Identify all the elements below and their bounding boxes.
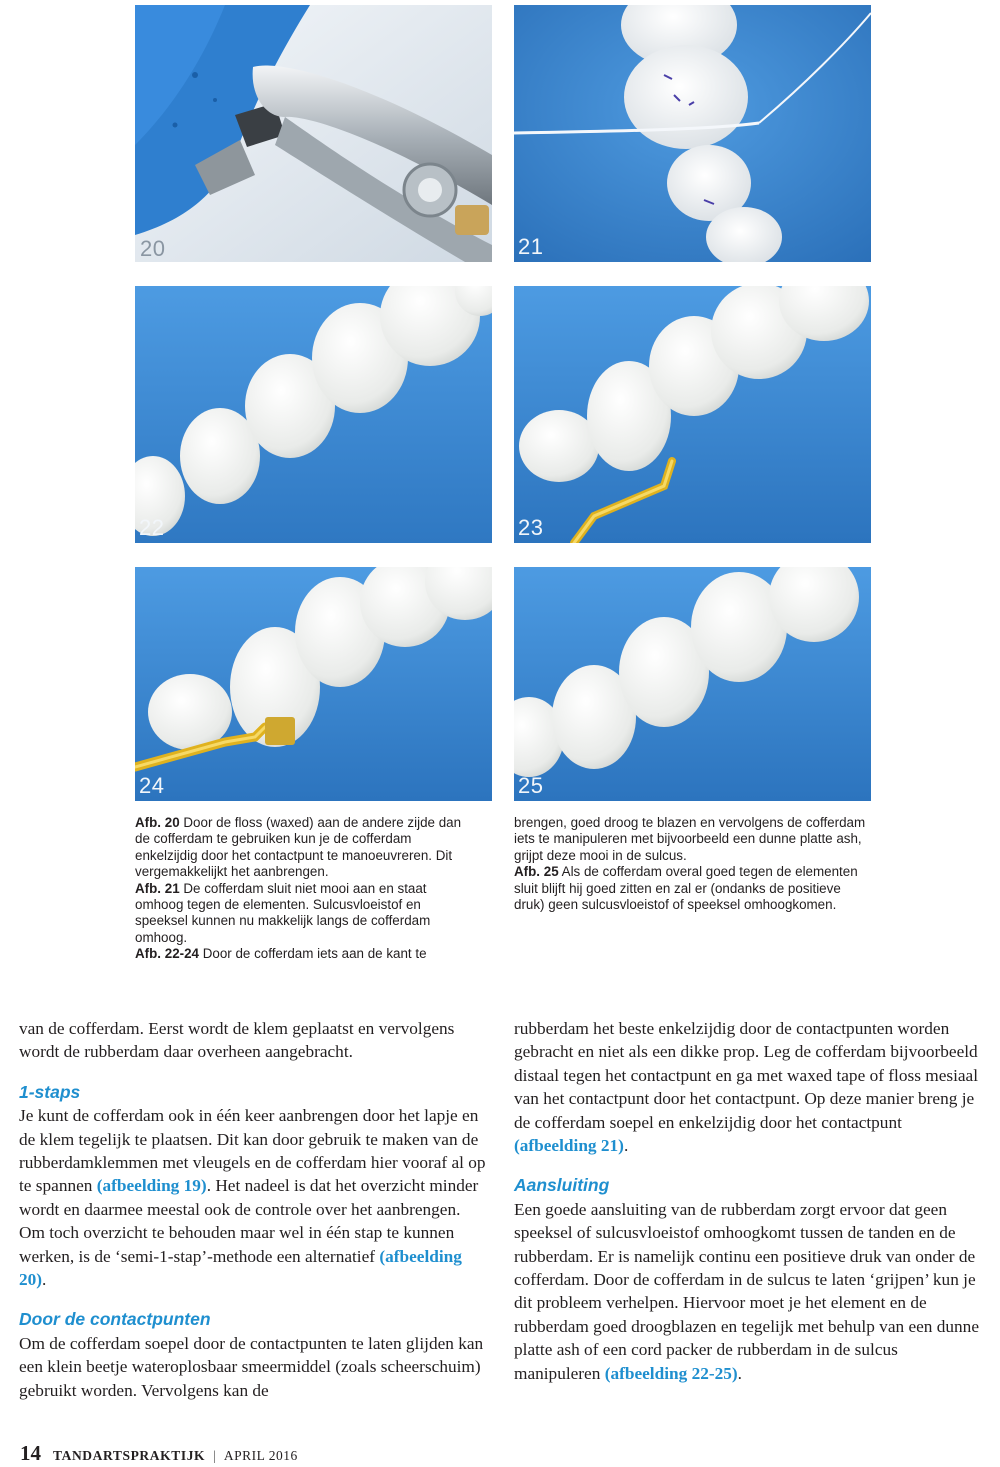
caption-afb-25: Afb. 25 Als de cofferdam overal goed tegen de elementen sluit blijft hij goed zitten en zal er (ondanks de positieve druk) geen sulcusvloeistof of speeksel omhoogkomen. — [514, 864, 858, 913]
issue-date: APRIL 2016 — [223, 1448, 298, 1463]
figure-ref-19[interactable]: (afbeelding 19) — [96, 1176, 207, 1196]
page-number: 14 — [20, 1441, 41, 1465]
page-footer — [20, 1441, 298, 1466]
paragraph-contactpunten-cont: rubberdam het beste enkelzijdig door de contactpunten worden gebracht en niet als een dikke prop. Leg de cofferdam bijvoorbeeld distaal tegen het contactpunt en ga met waxed tape of floss mesiaal van het contactpunt door het contactpunt. Op deze manier breng je de cofferdam soepel en enkelzijdig door het contactpunt (afbeelding 21). — [514, 1019, 979, 1156]
magazine-name: TANDARTSPRAKTIJK — [53, 1448, 206, 1463]
photo-25 — [514, 567, 871, 801]
heading-aansluiting: Aansluiting — [514, 1175, 610, 1196]
photo-22 — [135, 286, 492, 543]
paragraph-1-staps: Je kunt de cofferdam ook in één keer aanbrengen door het lapje en de klem tegelijk te plaatsen. Dit kan door gebruik te maken van de rubberdamklemmen met vleugels en de cofferdam hier vooraf al op te spannen (afbeelding 19). Het nadeel is dat het overzicht minder wordt en daarmee meestal ook de controle over het aanbrengen. Om toch overzicht te behouden maar wel in één stap te kunnen werken, is de ‘semi-1-stap’-methode een alternatief (afbeelding 20). — [19, 1106, 486, 1290]
clamp-forceps-photo — [135, 5, 492, 262]
paragraph-aansluiting: Een goede aansluiting van de rubberdam zorgt ervoor dat geen speeksel of sulcusvloeistof omhoogkomt tussen de tanden en de rubberdam. Er is namelijk continu een positieve druk van onder de cofferdam. Door de cofferdam in de sulcus te laten ‘grijpen’ kun je dit probleem verhelpen. Hiervoor moet je het element en de rubberdam goed droogblazen en tegelijk met behulp van een dunne platte ash of een cord packer de rubberdam in de sulcus manipuleren (afbeelding 22-25). — [514, 1199, 979, 1383]
teeth-gold-instrument-photo — [514, 286, 871, 543]
photo-number: 22 — [139, 515, 165, 540]
teeth-row-photo — [135, 286, 492, 543]
teeth-gold-instrument-photo — [135, 567, 492, 801]
figure-ref-20[interactable]: (afbeelding 20) — [19, 1246, 462, 1290]
caption-afb-20: Afb. 20 Door de floss (waxed) aan de andere zijde dan de cofferdam te gebruiken kun je de cofferdam enkelzijdig door het contactpunt te manoeuvreren. Dit vergemakkelijkt het aanbrengen. — [135, 815, 462, 880]
caption-right — [514, 815, 870, 913]
photo-24 — [135, 567, 492, 801]
photo-number: 25 — [518, 773, 544, 798]
photo-number: 21 — [518, 234, 544, 259]
caption-left — [135, 815, 475, 963]
photo-number: 24 — [139, 773, 165, 798]
caption-continued: brengen, goed droog te blazen en vervolgens de cofferdam iets te manipuleren met bijvoorbeeld een dunne platte ash, grijpt deze mooi in de sulcus. — [514, 815, 866, 863]
occlusal-floss-photo — [514, 5, 871, 262]
figure-ref-21[interactable]: (afbeelding 21) — [514, 1136, 624, 1156]
paragraph-intro: van de cofferdam. Eerst wordt de klem geplaatst en vervolgens wordt de rubberdam daar overheen aangebracht. — [19, 1019, 455, 1062]
paragraph-contactpunten: Om de cofferdam soepel door de contactpunten te laten glijden kan een klein beetje wateroplosbaar smeermiddel (zoals scheerschuim) gebruikt worden. Vervolgens kan de — [19, 1333, 484, 1400]
teeth-row-photo — [514, 567, 871, 801]
body-column-right — [514, 1017, 982, 1385]
figure-ref-22-25[interactable]: (afbeelding 22-25) — [604, 1363, 738, 1383]
photo-20 — [135, 5, 492, 262]
heading-1-staps: 1-staps — [19, 1081, 81, 1102]
body-column-left — [19, 1017, 486, 1402]
footer-separator: | — [213, 1448, 216, 1463]
photo-number: 20 — [140, 236, 166, 261]
caption-afb-21: Afb. 21 De cofferdam sluit niet mooi aan en staat omhoog tegen de elementen. Sulcusvloeistof en speeksel kunnen nu makkelijk langs de cofferdam omhoog. — [135, 880, 431, 945]
photo-23 — [514, 286, 871, 543]
photo-21 — [514, 5, 871, 262]
heading-contactpunten: Door de contactpunten — [19, 1309, 211, 1330]
photo-number: 23 — [518, 515, 544, 540]
caption-afb-22-24: Afb. 22-24 Door de cofferdam iets aan de kant te — [135, 946, 427, 962]
